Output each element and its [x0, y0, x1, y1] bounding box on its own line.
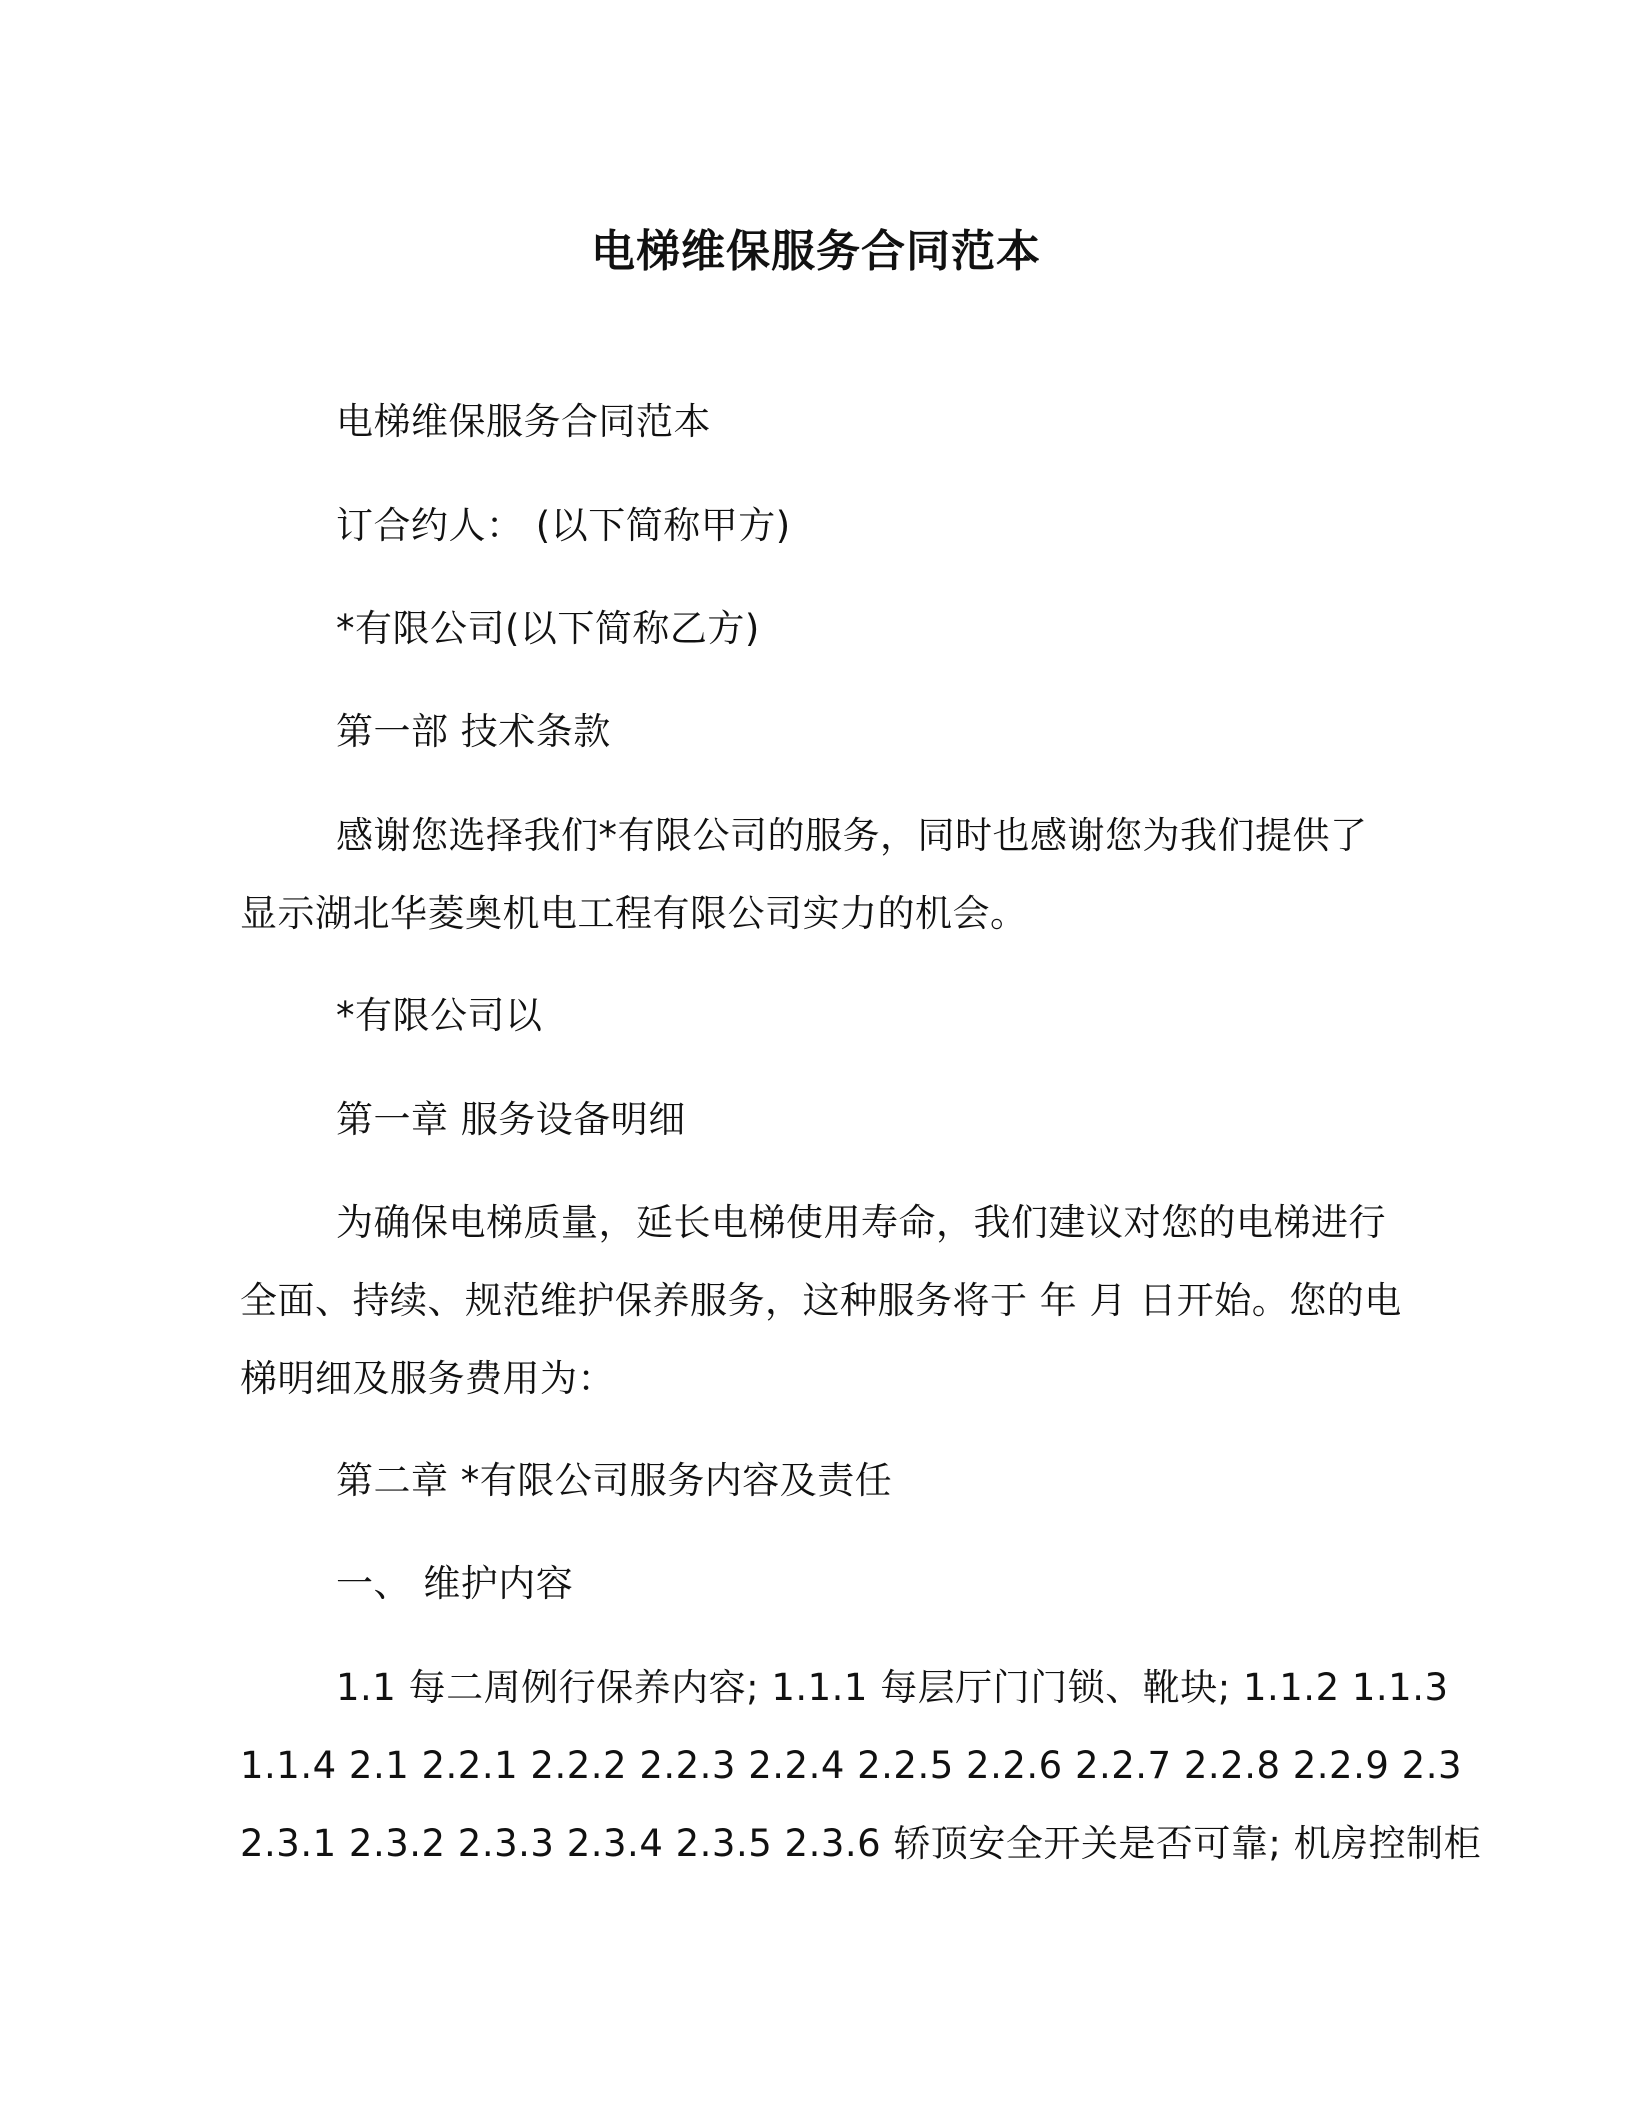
- paragraph-line: 全面、持续、规范维护保养服务，这种服务将于 年 月 日开始。您的电: [240, 1279, 1402, 1322]
- paragraph-line: 为确保电梯质量，延长电梯使用寿命，我们建议对您的电梯进行: [336, 1201, 1386, 1244]
- paragraph-company: *有限公司以: [336, 994, 543, 1037]
- paragraph-line: 感谢您选择我们*有限公司的服务，同时也感谢您为我们提供了: [336, 814, 1368, 857]
- paragraph-service-intro: [240, 1197, 1402, 1431]
- paragraph-line: 1.1 每二周例行保养内容; 1.1.1 每层厅门门锁、靴块; 1.1.2 1.1.3: [336, 1666, 1449, 1709]
- paragraph-party-b: *有限公司(以下简称乙方): [336, 607, 760, 650]
- document-title: 电梯维保服务合同范本: [591, 226, 1041, 277]
- paragraph-line: 2.3.1 2.3.2 2.3.3 2.3.4 2.3.5 2.3.6 轿顶安全开关是否可靠; 机房控制柜: [240, 1822, 1482, 1865]
- paragraph-thanks: [240, 810, 1390, 966]
- paragraph-line: 梯明细及服务费用为：: [240, 1357, 615, 1400]
- paragraph-maintenance-items: [240, 1662, 1482, 1896]
- paragraph-maintenance-content: 一、 维护内容: [336, 1562, 574, 1605]
- paragraph-chapter-two: 第二章 *有限公司服务内容及责任: [336, 1459, 893, 1502]
- paragraph-heading: 电梯维保服务合同范本: [336, 400, 711, 443]
- paragraph-chapter-one: 第一章 服务设备明细: [336, 1098, 686, 1141]
- paragraph-part-one: 第一部 技术条款: [336, 710, 611, 753]
- paragraph-line: 1.1.4 2.1 2.2.1 2.2.2 2.2.3 2.2.4 2.2.5 2.2.6 2.2.7 2.2.8 2.2.9 2.3: [240, 1744, 1462, 1787]
- paragraph-line: 显示湖北华菱奥机电工程有限公司实力的机会。: [240, 892, 1028, 935]
- paragraph-party-a: 订合约人： (以下简称甲方): [336, 504, 791, 547]
